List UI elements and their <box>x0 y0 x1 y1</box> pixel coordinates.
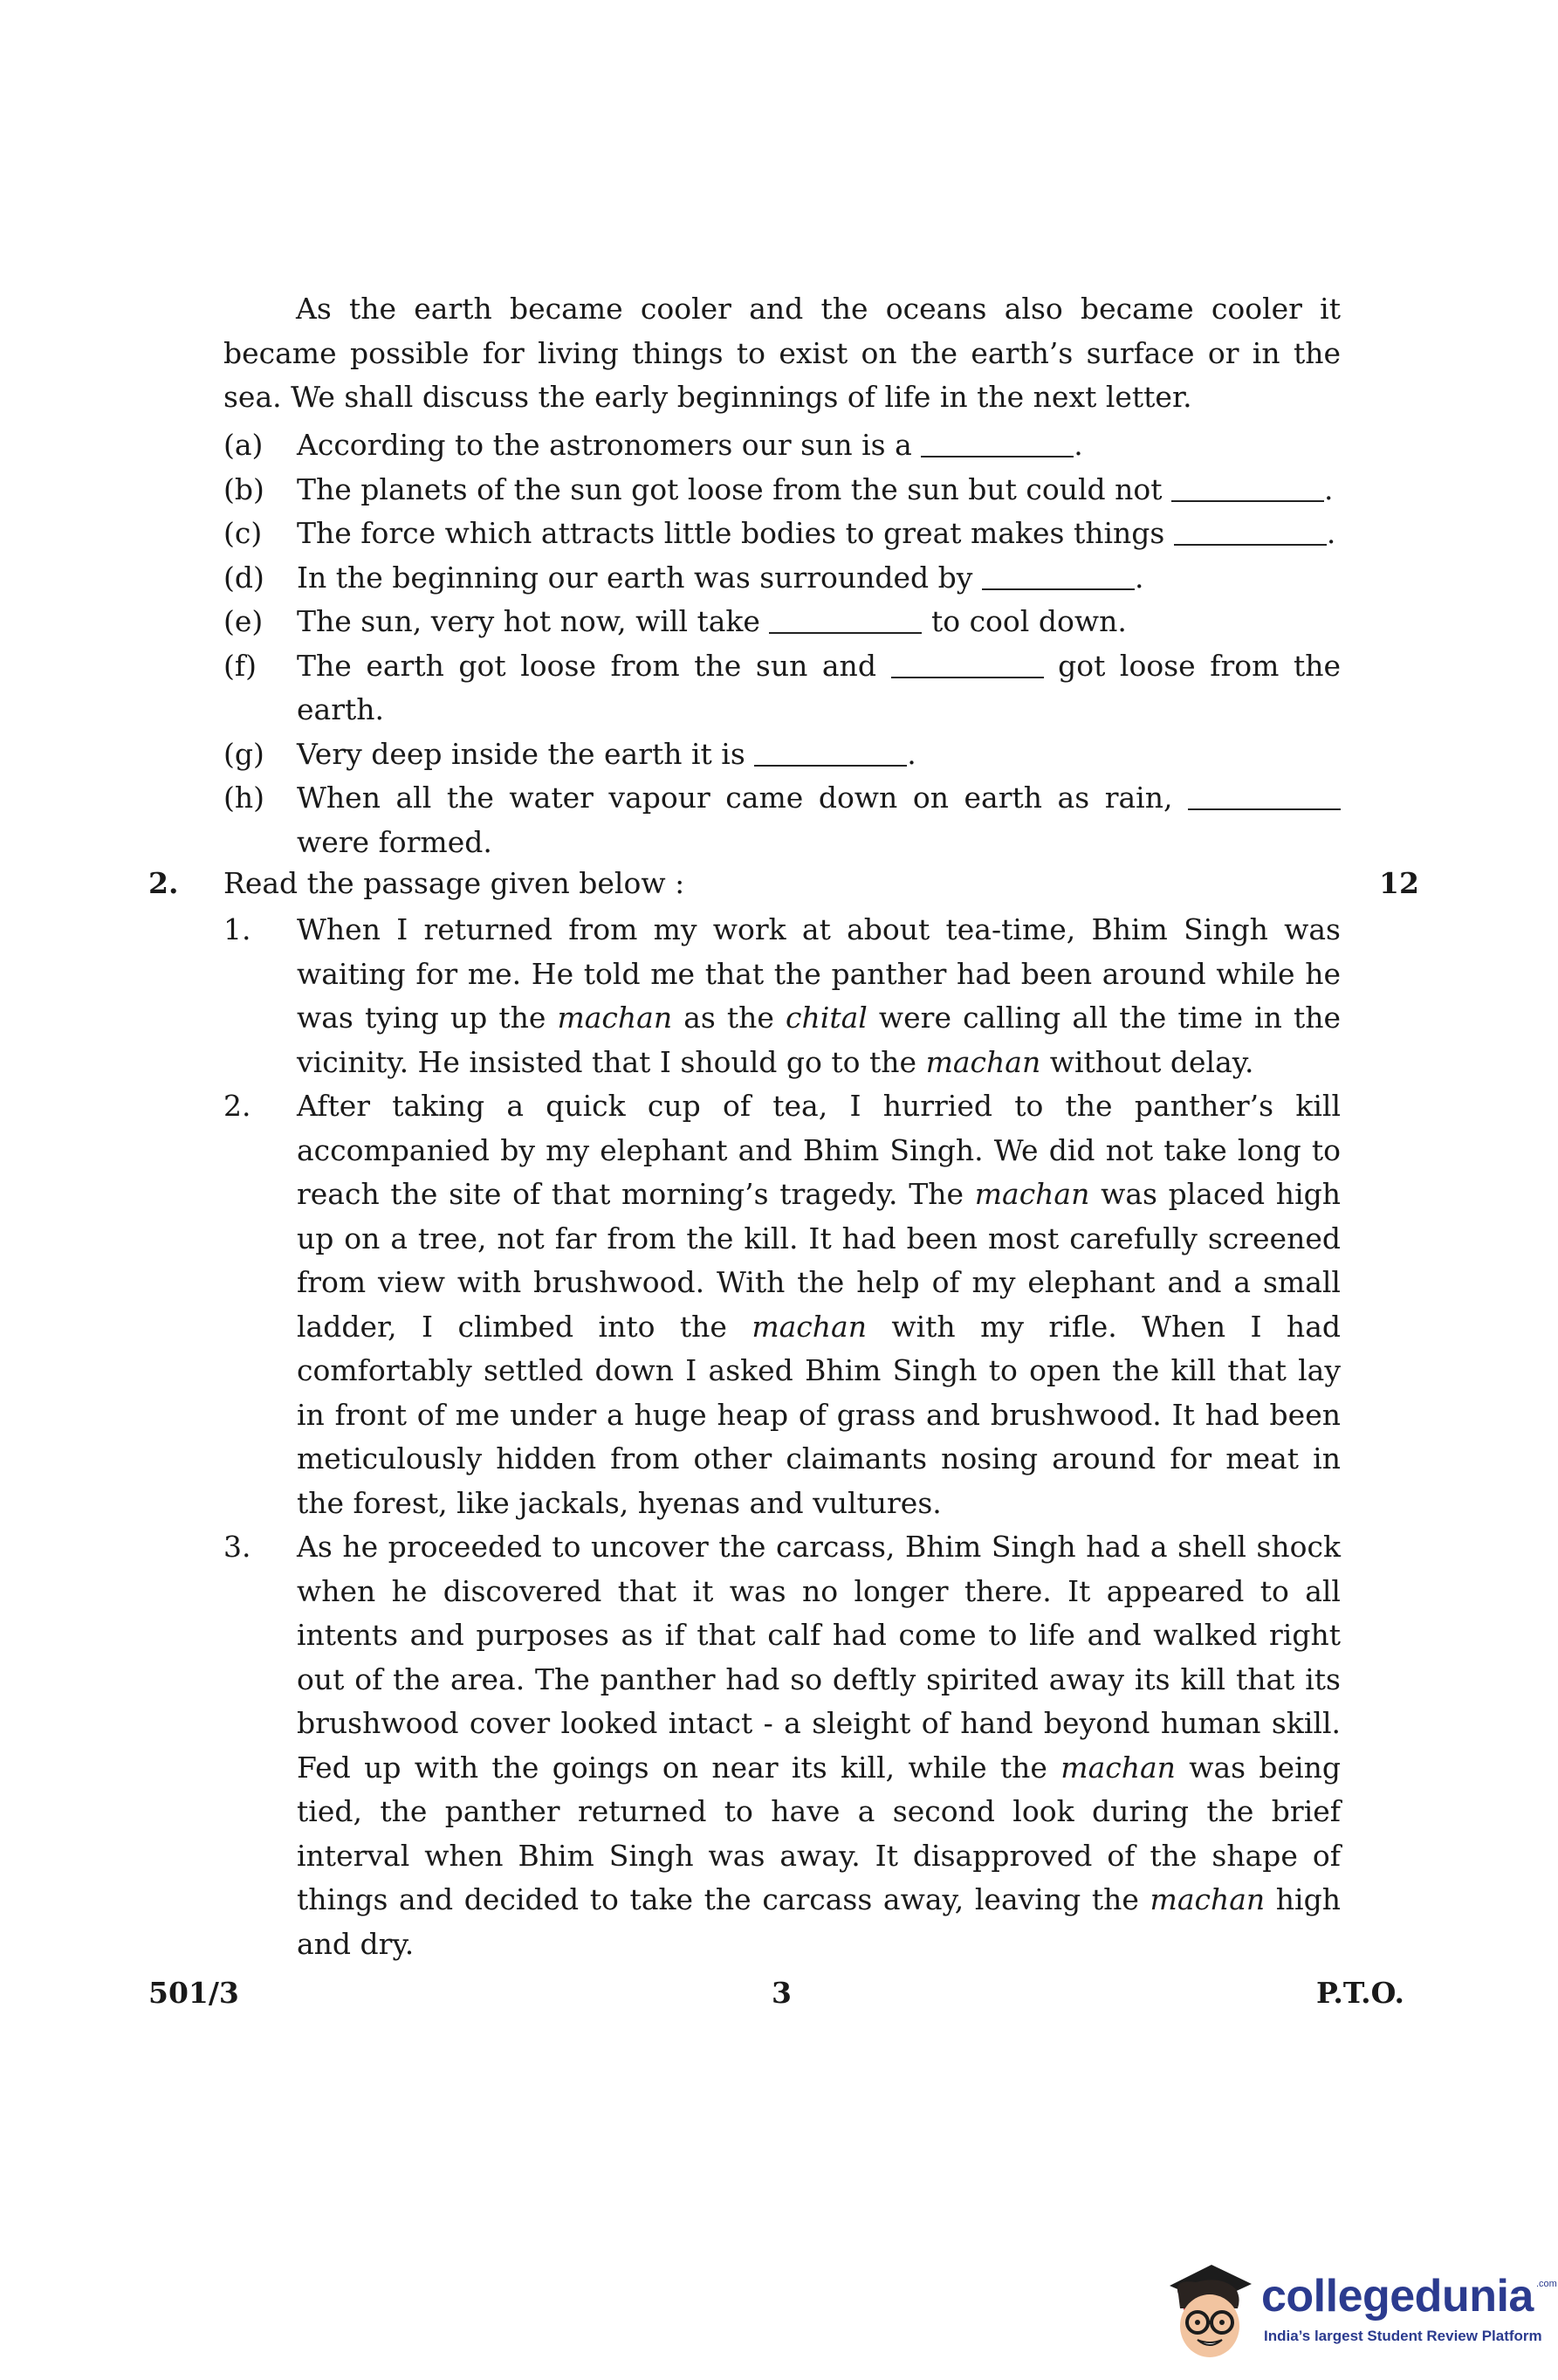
question-text-after: . <box>1074 428 1083 462</box>
question-item <box>223 733 1341 777</box>
question-label: (f) <box>223 648 257 683</box>
collegedunia-logo <box>1161 2253 1557 2366</box>
answer-blank <box>891 650 1044 678</box>
question-text-after: . <box>907 736 916 771</box>
question-text: Very deep inside the earth it is <box>297 736 745 771</box>
page-number: 3 <box>772 1976 792 2010</box>
question-2-title: Read the passage given below : <box>223 866 685 900</box>
answer-blank <box>982 562 1135 590</box>
question-text: The earth got loose from the sun and <box>297 648 876 683</box>
answer-blank <box>1171 474 1324 502</box>
question-2-number: 2. <box>148 866 179 900</box>
question-item <box>223 556 1341 601</box>
question-item <box>223 776 1341 864</box>
question-label: (h) <box>223 781 265 815</box>
brand-domain: .com <box>1536 2279 1557 2289</box>
question-label: (c) <box>223 516 263 550</box>
fill-in-blank-list <box>223 423 1341 864</box>
paragraph-number: 2. <box>223 1089 251 1123</box>
question-label: (a) <box>223 428 264 462</box>
question-item <box>223 600 1341 644</box>
question-item <box>223 644 1341 733</box>
passage-paragraph <box>223 908 1341 1084</box>
question-label: (g) <box>223 736 264 771</box>
intro-paragraph: As the earth became cooler and the oceans also became cooler it became possible for living things to exist on the earth’s surface or in the sea. We shall discuss the early beginnings of life in the next letter. <box>223 292 1341 414</box>
question-text: The sun, very hot now, will take <box>297 604 760 638</box>
question-label: (d) <box>223 560 264 595</box>
paragraph-text: After taking a quick cup of tea, I hurried to the panther’s kill accompanied by my elephant and Bhim Singh. We did not take long to reach the site of that morning’s tragedy. The machan was placed high up on a tree, not far from the kill. It had been most carefully screened from view with brushwood. With the help of my elephant and a small ladder, I climbed into the machan with my rifle. When I had comfortably settled down I asked Bhim Singh to open the kill that lay in front of me under a huge heap of grass and brushwood. It had been meticulously hidden from other claimants nosing around for meat in the forest, like jackals, hyenas and vultures. <box>297 1089 1341 1520</box>
paragraph-number: 1. <box>223 912 251 946</box>
question-text-after: to cool down. <box>930 604 1127 638</box>
passage-paragraph <box>223 1084 1341 1525</box>
question-text: According to the astronomers our sun is a <box>297 428 912 462</box>
answer-blank <box>754 739 907 767</box>
question-text-after: . <box>1134 560 1144 595</box>
question-text: In the beginning our earth was surrounded by <box>297 560 973 595</box>
passage <box>223 908 1341 1966</box>
question-text-after: got loose from the earth. <box>297 648 1341 726</box>
question-text: When all the water vapour came down on earth as rain, <box>297 781 1173 815</box>
question-text: The planets of the sun got loose from the sun but could not <box>297 471 1163 506</box>
question-text-after: . <box>1324 471 1334 506</box>
answer-blank <box>769 606 922 634</box>
question-text-after: . <box>1326 516 1336 550</box>
question-item <box>223 512 1341 556</box>
question-text-after: were formed. <box>297 824 492 859</box>
please-turn-over: P.T.O. <box>1316 1976 1404 2010</box>
paragraph-number: 3. <box>223 1530 251 1564</box>
question-item <box>223 423 1341 468</box>
answer-blank <box>1188 782 1341 810</box>
paper-code: 501/3 <box>148 1976 239 2010</box>
passage-paragraph <box>223 1525 1341 1966</box>
mascot-icon <box>1161 2253 1257 2366</box>
paragraph-text: When I returned from my work at about tea-time, Bhim Singh was waiting for me. He told me that the panther had been around while he was tying up the machan as the chital were calling all the time in the vicinity. He insisted that I should go to the machan without delay. <box>297 912 1342 1079</box>
question-item <box>223 468 1341 512</box>
question-text: The force which attracts little bodies to great makes things <box>297 516 1165 550</box>
paragraph-text: As he proceeded to uncover the carcass, Bhim Singh had a shell shock when he discovered that it was no longer there. It appeared to all intents and purposes as if that calf had come to life and walked right out of the area. The panther had so deftly spirited away its kill that its brushwood cover looked intact - a sleight of hand beyond human skill. Fed up with the goings on near its kill, while the machan was being tied, the panther returned to have a second look during the brief interval when Bhim Singh was away. It disapproved of the shape of things and decided to take the carcass away, leaving the machan high and dry. <box>297 1530 1341 1961</box>
question-2-marks: 12 <box>1379 866 1419 900</box>
brand-tagline: India’s largest Student Review Platform <box>1264 2328 1542 2344</box>
brand-name: collegedunia <box>1261 2271 1534 2322</box>
answer-blank <box>1174 518 1327 546</box>
question-label: (b) <box>223 471 264 506</box>
question-label: (e) <box>223 604 264 638</box>
answer-blank <box>921 430 1074 457</box>
